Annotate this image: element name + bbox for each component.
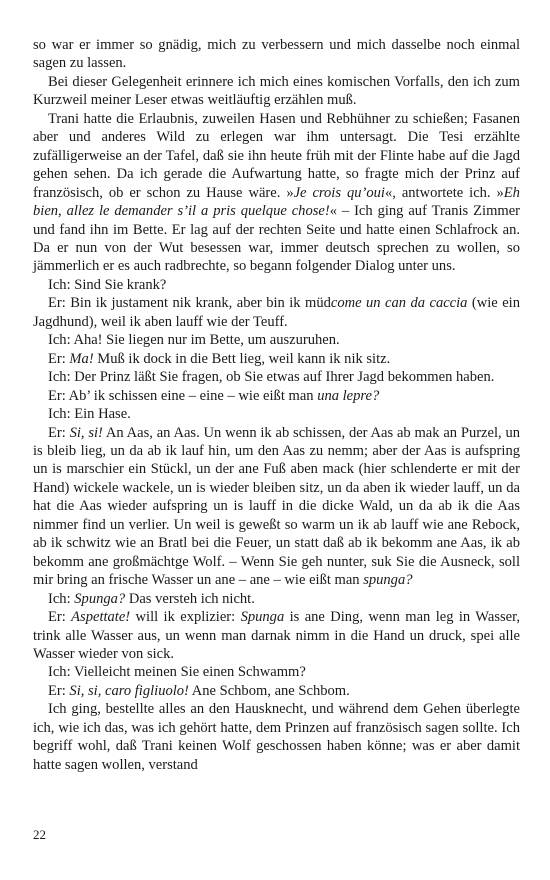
text-run: Er:: [48, 424, 70, 441]
text-run: Ich ging, bestellte alles an den Hausknecht, und während dem Gehen überlegte ich, wie ich das, was ich gehört hatte, dem Prinzen auf französisch sagen sollte. Ich begriff wohl, daß Trani keinen Wolf geschossen haben könne; was er aber damit hatte sagen wollen, verstand: [33, 701, 520, 773]
italic-text-run: Eh bien, allez le demander s’il a pris quelque chose!: [33, 184, 520, 220]
paragraph: [33, 424, 520, 590]
paragraph: [33, 700, 520, 774]
paragraph: [33, 331, 520, 349]
paragraph: [33, 682, 520, 700]
italic-text-run: Spunga?: [74, 590, 126, 607]
paragraph: [33, 350, 520, 368]
text-run: Er:: [48, 350, 70, 367]
italic-text-run: Ma!: [69, 350, 94, 367]
paragraph: [33, 294, 520, 331]
italic-text-run: Je crois qu’oui: [293, 184, 385, 201]
text-run: Ich: Sind Sie krank?: [48, 276, 167, 293]
paragraph: [33, 608, 520, 663]
text-run: Ich: Der Prinz läßt Sie fragen, ob Sie etwas auf Ihrer Jagd bekommen haben.: [48, 369, 495, 386]
text-run: Er:: [48, 682, 70, 699]
paragraph: [33, 590, 520, 608]
paragraph: [33, 73, 520, 110]
italic-text-run: Spunga: [240, 609, 285, 626]
text-run: is ane Ding, wenn man leg in Wasser, trink alle Wasser aus, un wenn man darnak nimm in die Hand un druck, spei alle Wasser wieder von sick.: [33, 609, 520, 662]
text-run: Ich: Ein Hase.: [48, 406, 131, 423]
text-run: Er: Bin ik justament nik krank, aber bin ik müd: [48, 295, 331, 312]
italic-text-run: come un can da caccia: [330, 295, 468, 312]
text-run: Er:: [48, 609, 72, 626]
text-run: so war er immer so gnädig, mich zu verbessern und mich dasselbe noch einmal sagen zu lassen.: [33, 37, 520, 72]
text-run: will ik explizier:: [130, 609, 241, 626]
text-run: Ich: Aha! Sie liegen nur im Bette, um auszuruhen.: [48, 332, 340, 349]
text-run: Trani hatte die Erlaubnis, zuweilen Hasen und Rebhühner zu schießen; Fasanen aber und anderes Wild zu erlegen war ihm untersagt. Die Tesi erzählte zufälligerweise an der Tafel, daß sie ihn heute früh mit der Flinte habe auf die Jagd gehen sehen. Da ich gerade die Aufwartung hatte, so fragte mich der Prinz auf französisch, ob er schon zu Hause wäre. »: [33, 110, 520, 201]
paragraph: [33, 276, 520, 294]
text-run: Ich: Vielleicht meinen Sie einen Schwamm?: [48, 664, 306, 681]
italic-text-run: una lepre?: [317, 387, 380, 404]
text-run: (wie ein Jagdhund), weil ik aben lauff wie der Teuff.: [33, 295, 520, 330]
italic-text-run: Si, si, caro figliuolo!: [69, 682, 189, 699]
paragraph: [33, 110, 520, 276]
text-run: Muß ik dock in die Bett lieg, weil kann ik nik sitz.: [93, 350, 391, 367]
book-page-text: [33, 36, 520, 774]
paragraph: [33, 387, 520, 405]
italic-text-run: Aspettate!: [71, 609, 131, 626]
text-run: Er: Ab’ ik schissen eine – eine – wie eißt man: [48, 387, 318, 404]
italic-text-run: Si, si!: [69, 424, 103, 441]
italic-text-run: spunga?: [363, 572, 413, 589]
paragraph: [33, 663, 520, 681]
text-run: Bei dieser Gelegenheit erinnere ich mich eines komischen Vorfalls, den ich zum Kurzweil meiner Leser etwas weitläuftig erzählen muß.: [33, 73, 520, 109]
paragraph: [33, 405, 520, 423]
paragraph: [33, 36, 520, 73]
text-run: Ane Schbom, ane Schbom.: [188, 682, 350, 699]
text-run: «, antwortete ich. »: [384, 184, 504, 201]
page-number: 22: [33, 827, 46, 842]
text-run: An Aas, an Aas. Un wenn ik ab schissen, der Aas ab mak an Purzel, un is bleib lieg, un da ab ik lauf hin, um den Aas zu nemm; aber der Aas is aufspring un is marschier ein Stückl, un der ane Fuß aben mack (hier schlenderte er mit der Hand) wickele wackele, un is wieder bleiben sitz, un da aben ik wieder lauff, un da hat die Aas wieder aufspring un is lauff in die dicke Wald, un da ab ik die Aas nimmer find un verlier. Un weil is geweßt so warm un ik ab lauff wie ane Rebock, ab ik schwitz wie an Bratl bei die Feuer, un statt daß ab ik bekomm ane Aas, ik ab bekomm ane großmächtge Wolf. – Wenn Sie geh nunter, suk Sie die Ausneck, soll mir bring an frische Wasser un ane – ane – wie eißt man: [33, 424, 520, 589]
paragraph: [33, 368, 520, 386]
text-run: Ich:: [48, 590, 75, 607]
text-run: Das versteh ich nicht.: [125, 590, 255, 607]
text-run: « – Ich ging auf Tranis Zimmer und fand ihn im Bette. Er lag auf der rechten Seite und hatte einen Schlafrock an. Da er nun von der Wut besessen war, immer deutsch sprechen zu wollen, so jämmerlich er es auch radbrechte, so begann folgender Dialog unter uns.: [33, 203, 520, 275]
